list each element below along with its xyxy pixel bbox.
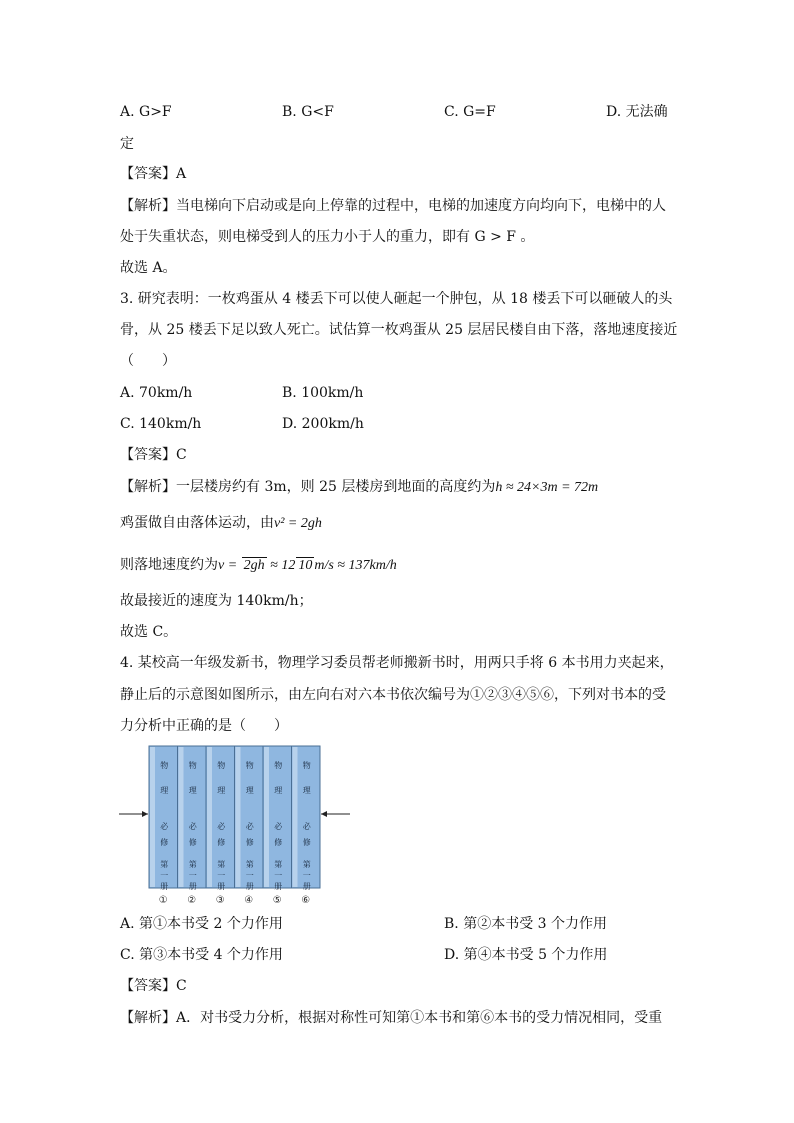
book-title-char: 第 bbox=[217, 860, 226, 869]
book-number-label: ① bbox=[158, 895, 168, 906]
book-title-char: 必 bbox=[188, 822, 197, 831]
q4-stem-line-2: 静止后的示意图如图所示，由左向右对六本书依次编号为①②③④⑤⑥，下列对书本的受 bbox=[120, 687, 666, 703]
q3-option-b: B. 100km/h bbox=[282, 385, 364, 401]
q2-option-d: D. 无法确 bbox=[606, 104, 668, 120]
q3-analysis-line-2 bbox=[120, 513, 322, 534]
book-spine-highlight bbox=[150, 747, 155, 887]
q4-option-d: D. 第④本书受 5 个力作用 bbox=[444, 947, 608, 963]
q3-option-d: D. 200km/h bbox=[282, 416, 364, 432]
book-title-char: 一 bbox=[217, 871, 226, 880]
book-title-char: 物 bbox=[188, 761, 197, 770]
book-title-char: 理 bbox=[188, 786, 197, 795]
book-title-char: 必 bbox=[274, 822, 283, 831]
sqrt-10: 10 bbox=[298, 558, 313, 573]
velocity-formula-mid: ≈ 12 bbox=[266, 558, 296, 573]
book-title-char: 物 bbox=[160, 761, 169, 770]
book-title-char: 必 bbox=[160, 822, 169, 831]
book-title-char: 修 bbox=[302, 838, 311, 847]
book-title-char: 必 bbox=[245, 822, 254, 831]
book-title-char: 物 bbox=[245, 761, 254, 770]
left-arrow-head bbox=[142, 811, 148, 817]
q3-option-a: A. 70km/h bbox=[120, 385, 193, 401]
book-title-char: 物 bbox=[217, 761, 226, 770]
q4-analysis-line-1: 【解析】A．对书受力分析，根据对称性可知第①本书和第⑥本书的受力情况相同，受重 bbox=[120, 1010, 663, 1026]
q3-option-c: C. 140km/h bbox=[120, 416, 202, 432]
book-title-char: 修 bbox=[217, 838, 226, 847]
book-title-char: 修 bbox=[245, 838, 254, 847]
book-title-char: 册 bbox=[245, 882, 254, 891]
book-title-char: 理 bbox=[302, 786, 311, 795]
free-fall-formula: v² = 2gh bbox=[274, 516, 322, 531]
q3-stem-line-1: 3. 研究表明：一枚鸡蛋从 4 楼丢下可以使人砸起一个肿包，从 18 楼丢下可以砸破人的头 bbox=[120, 291, 673, 307]
book-number-label: ② bbox=[187, 895, 197, 906]
book-title-char: 册 bbox=[274, 882, 283, 891]
book-title-char: 册 bbox=[302, 882, 311, 891]
book-title-char: 一 bbox=[274, 871, 283, 880]
q2-answer: 【答案】A bbox=[120, 166, 187, 182]
q3-analysis-text-3: 则落地速度约为 bbox=[120, 557, 218, 573]
q3-analysis-text-2: 鸡蛋做自由落体运动，由 bbox=[120, 515, 274, 531]
book-title-char: 册 bbox=[188, 882, 197, 891]
q2-option-d-continued: 定 bbox=[120, 136, 134, 152]
book-title-char: 册 bbox=[160, 882, 169, 891]
book-title-char: 修 bbox=[160, 838, 169, 847]
q2-option-b: B. G<F bbox=[282, 104, 334, 120]
sqrt-2gh: 2gh bbox=[243, 558, 265, 573]
q3-stem-line-3: （ ） bbox=[120, 353, 176, 369]
book-spine-highlight bbox=[179, 747, 184, 887]
book-title-char: 第 bbox=[188, 860, 197, 869]
q4-option-a: A. 第①本书受 2 个力作用 bbox=[120, 916, 283, 932]
book-spine-highlight bbox=[293, 747, 298, 887]
book-title-char: 第 bbox=[302, 860, 311, 869]
q4-option-c: C. 第③本书受 4 个力作用 bbox=[120, 947, 283, 963]
book-title-char: 理 bbox=[245, 786, 254, 795]
right-arrow-head bbox=[321, 811, 327, 817]
q4-stem-line-1: 4. 某校高一年级发新书，物理学习委员帮老师搬新书时，用两只手将 6 本书用力夹起来， bbox=[120, 655, 674, 671]
book-title-char: 第 bbox=[274, 860, 283, 869]
q3-conclusion: 故选 C。 bbox=[120, 624, 178, 640]
book-title-char: 第 bbox=[245, 860, 254, 869]
q2-analysis-line-2: 处于失重状态，则电梯受到人的压力小于人的重力，即有 G > F 。 bbox=[120, 229, 535, 245]
book-title-char: 物 bbox=[274, 761, 283, 770]
book-title-char: 必 bbox=[302, 822, 311, 831]
book-title-char: 理 bbox=[274, 786, 283, 795]
book-title-char: 一 bbox=[160, 871, 169, 880]
q3-analysis-line-1 bbox=[120, 477, 598, 498]
height-formula: h ≈ 24×3m = 72m bbox=[495, 480, 599, 495]
book-number-label: ⑤ bbox=[272, 895, 282, 906]
book-title-char: 册 bbox=[217, 882, 226, 891]
book-title-char: 一 bbox=[302, 871, 311, 880]
velocity-formula-rhs: m/s ≈ 137km/h bbox=[314, 558, 397, 573]
book-title-char: 理 bbox=[217, 786, 226, 795]
book-number-label: ④ bbox=[244, 895, 254, 906]
q3-analysis-line-4: 故最接近的速度为 140km/h； bbox=[120, 593, 313, 609]
q4-option-b: B. 第②本书受 3 个力作用 bbox=[444, 916, 607, 932]
books-figure bbox=[115, 742, 355, 912]
book-spine-highlight bbox=[236, 747, 241, 887]
book-title-char: 第 bbox=[160, 860, 169, 869]
q2-conclusion: 故选 A。 bbox=[120, 260, 177, 276]
q2-option-c: C. G=F bbox=[444, 104, 496, 120]
book-spine-highlight bbox=[207, 747, 212, 887]
book-title-char: 修 bbox=[188, 838, 197, 847]
book-title-char: 一 bbox=[188, 871, 197, 880]
book-number-label: ③ bbox=[215, 895, 225, 906]
q3-stem-line-2: 骨，从 25 楼丢下足以致人死亡。试估算一枚鸡蛋从 25 层居民楼自由下落，落地速度接近 bbox=[120, 322, 678, 338]
book-title-char: 一 bbox=[245, 871, 254, 880]
q4-answer: 【答案】C bbox=[120, 978, 187, 994]
book-title-char: 物 bbox=[302, 761, 311, 770]
book-title-char: 修 bbox=[274, 838, 283, 847]
q3-answer: 【答案】C bbox=[120, 447, 187, 463]
book-number-label: ⑥ bbox=[301, 895, 311, 906]
q3-analysis-line-3 bbox=[120, 555, 397, 576]
q4-stem-line-3: 力分析中正确的是（ ） bbox=[120, 718, 288, 734]
book-spine-highlight bbox=[264, 747, 269, 887]
velocity-formula-lhs: v = bbox=[218, 558, 241, 573]
q2-analysis-line-1: 【解析】当电梯向下启动或是向上停靠的过程中，电梯的加速度方向均向下，电梯中的人 bbox=[120, 198, 666, 214]
q3-analysis-text-1: 【解析】一层楼房约有 3m，则 25 层楼房到地面的高度约为 bbox=[120, 479, 496, 495]
q2-option-a: A. G>F bbox=[120, 104, 172, 120]
book-title-char: 理 bbox=[160, 786, 169, 795]
book-title-char: 必 bbox=[217, 822, 226, 831]
